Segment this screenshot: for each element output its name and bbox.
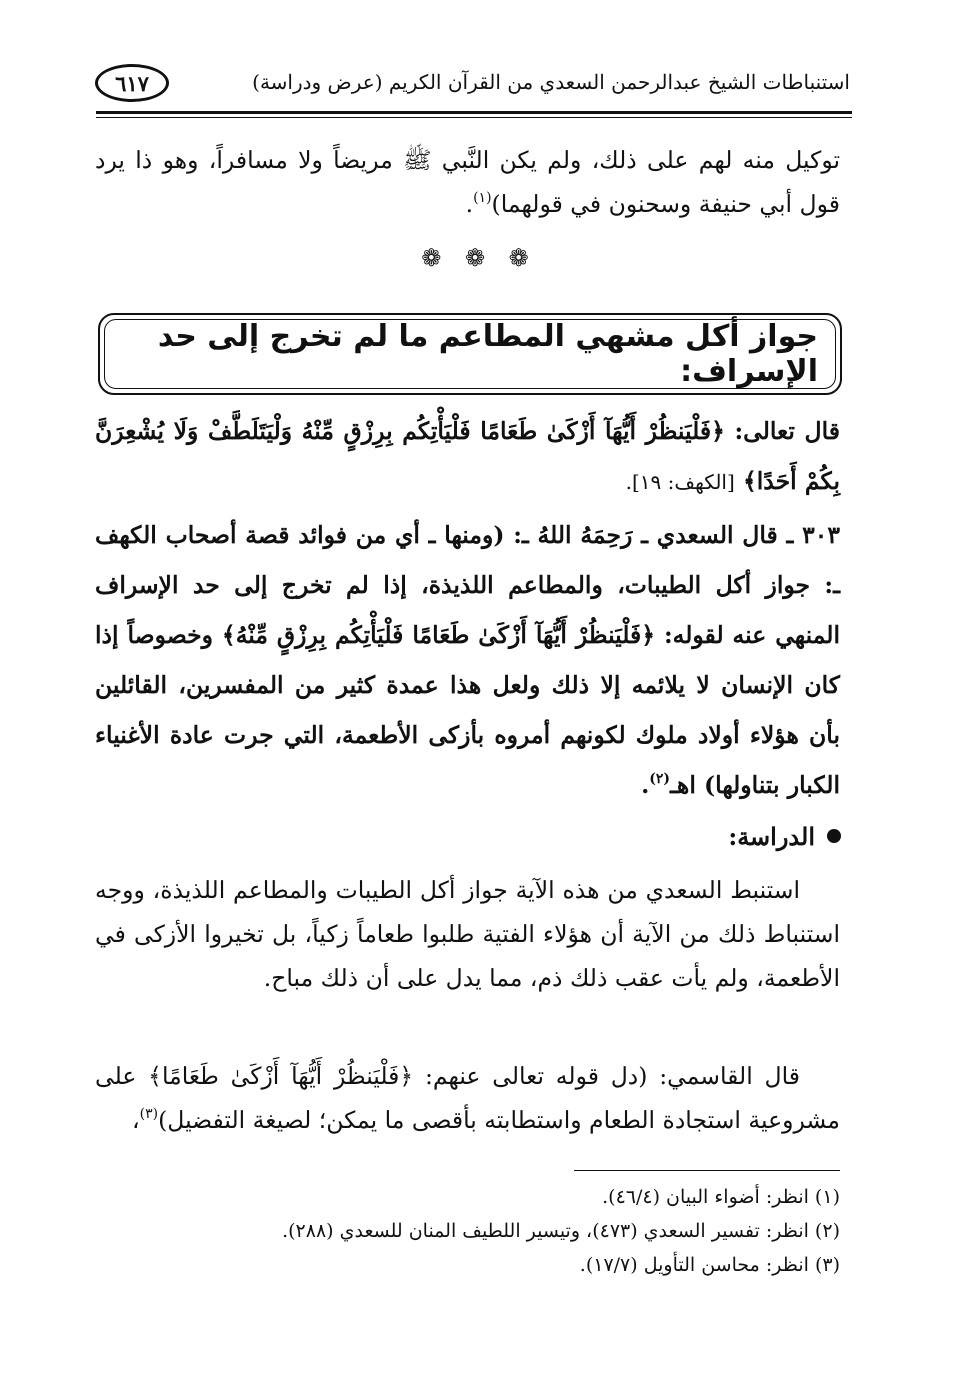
footnote-ref-2: (٢)	[649, 771, 671, 787]
study-heading: الدراسة:	[728, 822, 841, 851]
study-paragraph-1: استنبط السعدي من هذه الآية جواز أكل الطيبات والمطاعم اللذيذة، ووجه استنباط ذلك من الآية أن هؤلاء الفتية طلبوا طعاماً زكياً، بل تخيروا الأزكى في الأطعمة، ولم يأت عقب ذلك ذم، مما يدل على أن ذلك مباح.	[95, 876, 840, 992]
footnote-rule	[574, 1170, 840, 1171]
study-paragraph-2: قال القاسمي: (دل قوله تعالى عنهم: ﴿فَلْيَنظُرْ أَيُّهَآ أَزْكَىٰ طَعَامًا﴾ على مشروعية استجادة الطعام واستطابته بأقصى ما يمكن؛ لصيغة التفضيل)$^{(٣)}$،	[95, 1062, 840, 1134]
header-rule-thin	[96, 117, 852, 118]
section-heading: جواز أكل مشهي المطاعم ما لم تخرج إلى حد الإسراف:	[157, 319, 818, 389]
footnote-2: (٢) انظر: تفسير السعدي (٤٧٣)، وتيسير اللطيف المنان للسعدي (٢٨٨).	[282, 1220, 840, 1242]
continuation-paragraph: توكيل منه لهم على ذلك، ولم يكن النَّبي ﷺ مريضاً ولا مسافراً، وهو ذا يرد قول أبي حنيفة وسحنون في قولهما)$^{(١)}$.	[95, 146, 840, 218]
entry-paragraph: ٣٠٣ ـ قال السعدي ـ رَحِمَهُ اللهُ ـ: (ومنها ـ أي من فوائد قصة أصحاب الكهف ـ: جواز أكل الطيبات، والمطاعم اللذيذة، إذا لم تخرج إلى حد الإسراف المنهي عنه لقوله: ﴿فَلْيَنظُرْ أَيُّهَآ أَزْكَىٰ طَعَامًا فَلْيَأْتِكُم بِرِزْقٍ مِّنْهُ﴾ وخصوصاً إذا كان الإنسان لا يلائمه إلا ذلك ولعل هذا عمدة كثير من المفسرين، القائلين بأن هؤلاء أولاد ملوك لكونهم أمروه بأزكى الأطعمة، التي جرت عادة الأغنياء الكبار بتناولها) اهـ$^{(٢)}$.	[95, 521, 840, 799]
footnote-ref-1: (١)	[473, 190, 492, 206]
bullet-icon	[827, 829, 841, 843]
footnote-3: (٣) انظر: محاسن التأويل (١٧/٧).	[579, 1254, 840, 1276]
page-number: ٦١٧	[95, 64, 169, 102]
footnote-ref-3: (٣)	[139, 1106, 159, 1122]
footnote-1: (١) انظر: أضواء البيان (٤٦/٤).	[602, 1186, 840, 1208]
verse-reference: [الكهف: ١٩].	[625, 470, 735, 494]
section-heading-box	[98, 313, 842, 395]
quran-verse: قال تعالى: ﴿فَلْيَنظُرْ أَيُّهَآ أَزْكَىٰ طَعَامًا فَلْيَأْتِكُم بِرِزْقٍ مِّنْهُ وَلْيَتَلَطَّفْ وَلَا يُشْعِرَنَّ بِكُمْ أَحَدًا﴾ [الكهف: ١٩].	[95, 417, 840, 495]
section-separator: ❁ ❁ ❁	[421, 244, 537, 272]
running-title: استنباطات الشيخ عبدالرحمن السعدي من القرآن الكريم (عرض ودراسة)	[252, 70, 850, 94]
header-rule-thick	[96, 111, 852, 114]
